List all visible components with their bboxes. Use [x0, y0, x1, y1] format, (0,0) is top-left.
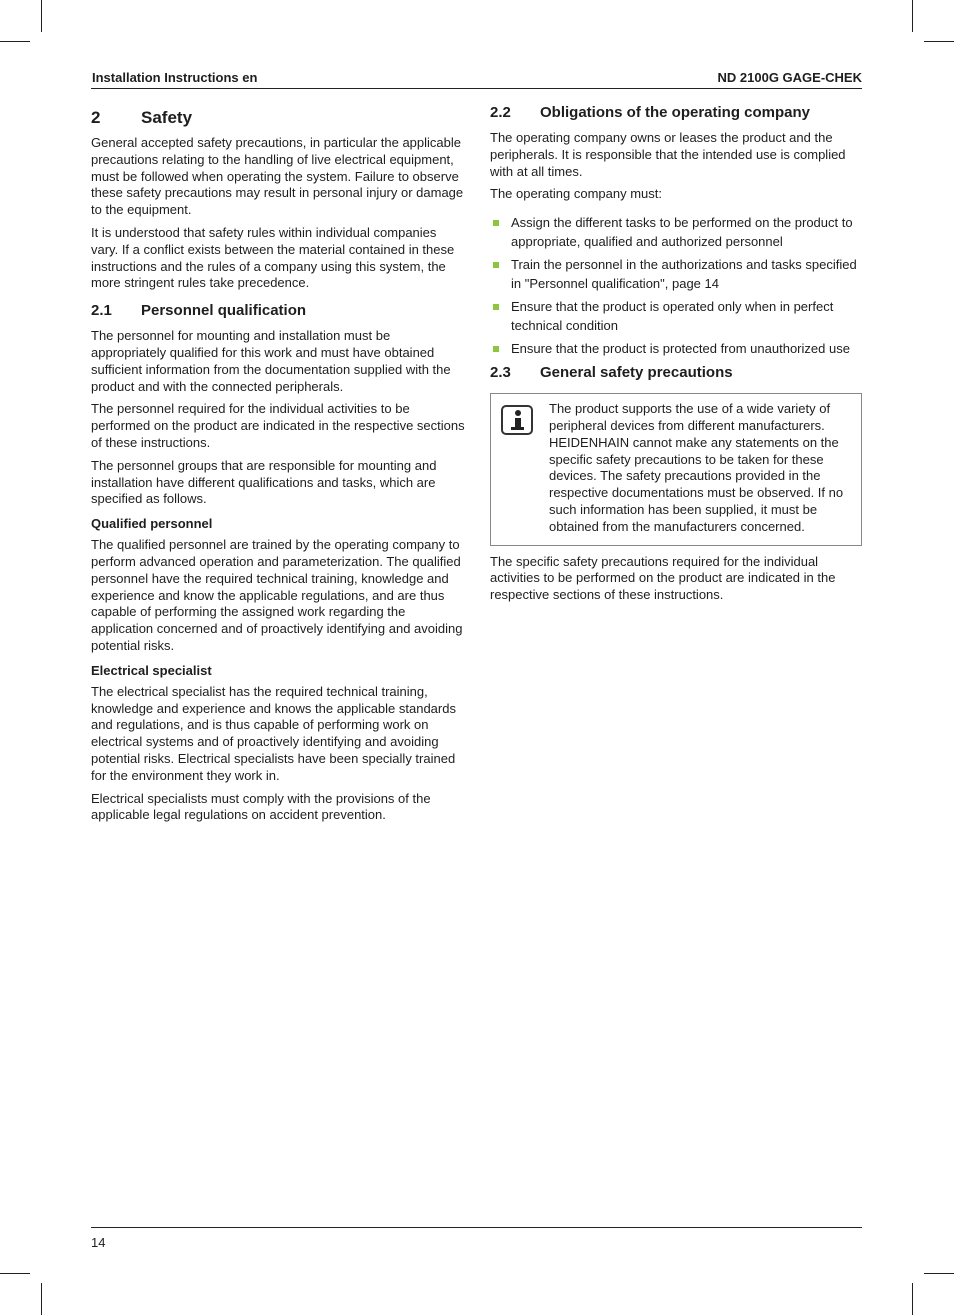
paragraph: The operating company must: — [490, 186, 662, 202]
section-heading-personnel-qualification: 2.1 Personnel qualification — [91, 302, 307, 320]
section-heading-obligations: 2.2 Obligations of the operating company — [490, 104, 811, 121]
info-note-box — [490, 393, 862, 545]
right-column — [490, 104, 862, 610]
paragraph: The electrical specialist has the required technical training, knowledge and experience and knows the applicable standards and regulations, and is thus capable of performing work on electrical systems and of proactively identifying and avoiding potential risks. Electrical specialists have been specially trained for the environment they work in. — [91, 683, 456, 783]
note-text: The product supports the use of a wide variety of peripheral devices from different manufacturers. HEIDENHAIN cannot make any statements on the specific safety precautions to be taken for these devices. The safety precautions provided in the respective documentations must be observed. If no such information has been supplied, it must be obtained from the manufacturers concerned. — [549, 401, 844, 534]
footer-rule — [91, 1227, 862, 1228]
bullet-square-icon — [493, 346, 499, 352]
paragraph: Electrical specialists must comply with the provisions of the applicable legal regulations on accident prevention. — [91, 790, 431, 823]
bullet-square-icon — [493, 304, 499, 310]
section-heading-safety: 2 Safety — [91, 108, 193, 127]
crop-mark — [924, 1273, 954, 1274]
paragraph: The qualified personnel are trained by the operating company to perform advanced operation and parameterization. The qualified personnel have the required technical training, knowledge and experience and know the applicable regulations, and are thus capable of performing the assigned work regarding the application concerned and of proactively identifying and avoiding potential risks. — [91, 537, 463, 653]
bullet-square-icon — [493, 220, 499, 226]
heading-electrical-specialist: Electrical specialist — [91, 662, 212, 678]
paragraph: It is understood that safety rules within individual companies vary. If a conflict exists between the material contained in these instructions and the rules of a company using this system, the more stringent rules take precedence. — [91, 224, 455, 291]
paragraph: The personnel for mounting and installation must be appropriately qualified for this work and must have obtained sufficient information from the documentation supplied with the product and with the connected peripherals. — [91, 328, 451, 394]
crop-mark — [924, 41, 954, 42]
left-column — [91, 104, 465, 830]
crop-mark — [912, 1283, 913, 1315]
crop-mark — [41, 1283, 42, 1315]
list-item: Ensure that the product is protected from unauthorized use — [490, 339, 862, 358]
header-product-name: ND 2100G GAGE-CHEK — [717, 70, 862, 85]
page-header — [91, 69, 862, 89]
paragraph: General accepted safety precautions, in particular the applicable precautions relating to the handling of live electrical equipment, must be followed when operating the system. Failure to observe these safety precautions may result in personal injury or damage to the equipment. — [91, 135, 464, 218]
list-item: Train the personnel in the authorizations and tasks specified in "Personnel qualification", page 14 — [490, 255, 862, 293]
list-item: Assign the different tasks to be performed on the product to appropriate, qualified and authorized personnel — [490, 213, 862, 251]
paragraph: The operating company owns or leases the product and the peripherals. It is responsible that the intended use is complied with at all times. — [490, 130, 846, 179]
crop-mark — [41, 0, 42, 32]
crop-mark — [0, 41, 30, 42]
list-item: Ensure that the product is operated only when in perfect technical condition — [490, 297, 862, 335]
crop-mark — [0, 1273, 30, 1274]
paragraph: The personnel required for the individual activities to be performed on the product are indicated in the respective sections of these instructions. — [91, 401, 465, 450]
bullet-square-icon — [493, 262, 499, 268]
page-number: 14 — [91, 1235, 106, 1250]
section-heading-general-safety: 2.3 General safety precautions — [490, 364, 733, 382]
paragraph: The personnel groups that are responsible for mounting and installation have different qualifications and tasks, which are specified as follows. — [91, 457, 437, 507]
heading-qualified-personnel: Qualified personnel — [91, 516, 213, 532]
info-icon — [501, 405, 533, 435]
crop-mark — [912, 0, 913, 32]
header-doc-title: Installation Instructions en — [92, 70, 258, 85]
obligations-list — [490, 213, 862, 358]
paragraph: The specific safety precautions required for the individual activities to be performed on the product are indicated in the respective sections of these instructions. — [490, 553, 836, 603]
